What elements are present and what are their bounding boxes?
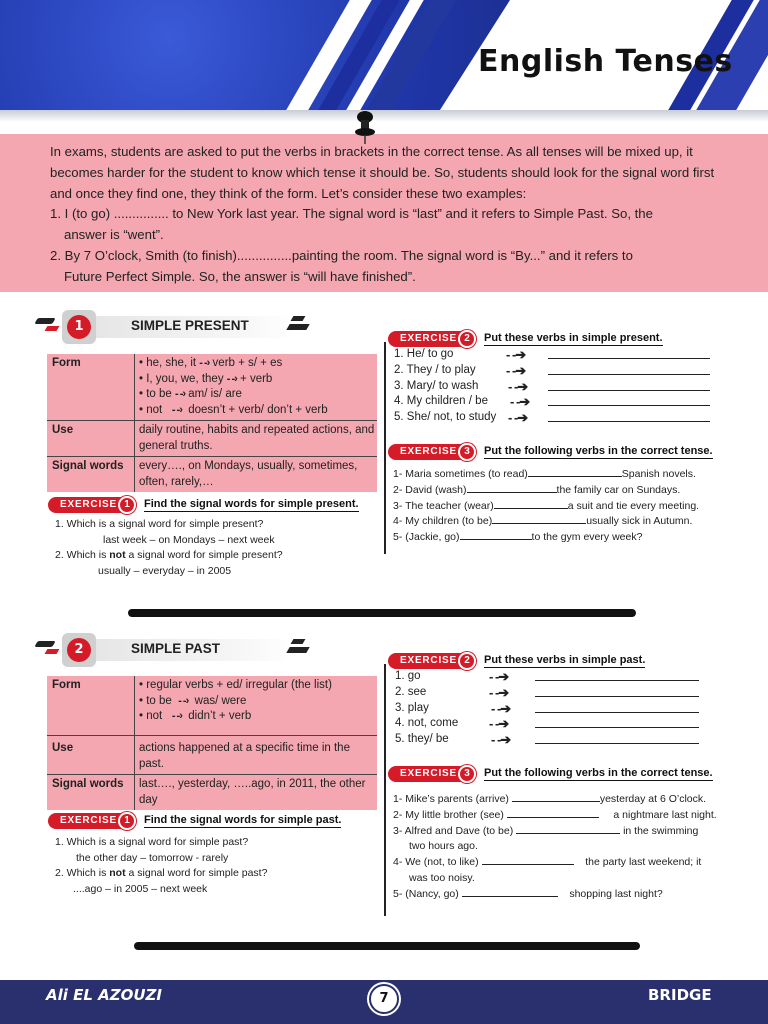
answer-blank xyxy=(512,792,600,802)
intro-example-1-answer: answer is “went”. xyxy=(64,227,164,243)
form-line: • he, she, it - -› verb + s/ + es xyxy=(139,356,377,372)
answer-blank xyxy=(548,374,710,375)
page-footer xyxy=(0,980,768,1024)
brand-name: BRIDGE xyxy=(648,986,712,1004)
exercise-number: 3 xyxy=(458,765,476,783)
sentence: 3- Alfred and Dave (to be) in the swimming xyxy=(393,824,699,837)
form-line: • I, you, we, they - -› + verb xyxy=(139,372,377,388)
section-title-label: SIMPLE PAST xyxy=(131,641,221,656)
pushpin-icon xyxy=(354,110,376,144)
answer-blank xyxy=(535,727,699,728)
exercise-pill: EXERCISE xyxy=(388,653,470,669)
answer-blank xyxy=(535,712,699,713)
intro-example-2-answer: Future Perfect Simple. So, the answer is “will have finished”. xyxy=(64,268,416,284)
dashed-arrow-icon: ‐ ‐➔ xyxy=(489,669,509,684)
sentence: 4- We (not, to like) the party last weekend; it xyxy=(393,856,702,869)
list-item: 2. see ‐ ‐➔ xyxy=(395,685,715,701)
dashed-arrow-icon: - -› xyxy=(178,694,189,707)
section-title-simple-present xyxy=(36,310,306,342)
exercise-1-header xyxy=(48,497,368,513)
dashed-arrow-icon: ‐ ‐➔ xyxy=(491,732,511,748)
answer-options: the other day – tomorrow - rarely xyxy=(76,851,229,864)
section-number: 2 xyxy=(67,638,91,662)
row-label: Form xyxy=(47,354,135,420)
answer-blank xyxy=(492,514,586,524)
row-value: actions happened at a specific time in the past. xyxy=(139,742,350,770)
dashed-arrow-icon: ‐ ‐➔ xyxy=(508,378,528,394)
decorative-dash xyxy=(45,649,60,654)
decorative-dash xyxy=(291,639,306,644)
exercise-instruction: Put the following verbs in the correct tense. xyxy=(484,767,713,779)
simple-past-table xyxy=(47,676,377,810)
question: 2. Which is not a signal word for simple past? xyxy=(55,867,268,879)
row-label: Use xyxy=(47,736,135,774)
decorative-dash xyxy=(34,641,55,647)
column-divider xyxy=(384,342,386,554)
exercise-number: 2 xyxy=(458,652,476,670)
dashed-arrow-icon: - -› xyxy=(175,388,186,400)
simple-present-table xyxy=(47,354,377,492)
dashed-arrow-icon: - -› xyxy=(199,357,210,369)
form-line: • not - -› doesn’t + verb/ don’t + verb xyxy=(139,403,377,419)
row-value: daily routine, habits and repeated actions, and general truths. xyxy=(139,424,375,452)
section-number: 1 xyxy=(67,315,91,339)
row-value xyxy=(135,676,377,735)
list-item: 5. She/ not, to study ‐ ‐➔ xyxy=(394,410,714,426)
decorative-dash xyxy=(291,316,306,321)
dashed-arrow-icon: - -› xyxy=(171,403,182,416)
dashed-arrow-icon: - -› xyxy=(171,710,182,722)
answer-blank xyxy=(535,680,699,681)
question: 2. Which is not a signal word for simple present? xyxy=(55,549,283,561)
exercise-3-header xyxy=(388,444,748,460)
intro-example-2: 2. By 7 O’clock, Smith (to finish)...............painting the room. The signal word is “By...” and it refers to xyxy=(50,247,633,263)
sentence: 2- My little brother (see) a nightmare last night. xyxy=(393,808,717,821)
question: 1. Which is a signal word for simple present? xyxy=(55,518,264,530)
exercise-2-header xyxy=(388,653,748,669)
exercise-instruction: Put the following verbs in the correct tense. xyxy=(484,445,713,457)
table-row-form xyxy=(47,676,377,736)
form-line: • to be - -› am/ is/ are xyxy=(139,387,377,403)
exercise-instruction: Find the signal words for simple present. xyxy=(144,498,359,510)
exercise-pill: EXERCISE xyxy=(388,444,470,460)
exercise-pill: EXERCISE xyxy=(48,813,130,829)
form-line: • regular verbs + ed/ irregular (the list) xyxy=(139,679,332,691)
answer-blank xyxy=(535,696,699,697)
row-value xyxy=(135,354,377,420)
dashed-arrow-icon: ‐ ‐➔ xyxy=(491,700,511,716)
section-number-badge xyxy=(62,310,96,344)
exercise-3-sentences xyxy=(393,792,753,903)
row-label: Signal words xyxy=(47,775,135,810)
row-label: Form xyxy=(47,676,135,735)
exercise-pill: EXERCISE xyxy=(388,331,470,347)
exercise-3-header xyxy=(388,766,748,782)
form-line: • not - -› didn’t + verb xyxy=(139,709,377,725)
list-item: 1. He/ to go ‐ ‐➔ xyxy=(394,347,714,363)
answer-blank xyxy=(548,358,710,359)
exercise-instruction: Put these verbs in simple present. xyxy=(484,332,663,344)
exercise-instruction: Put these verbs in simple past. xyxy=(484,654,646,666)
intro-example-1: 1. I (to go) ............... to New York last year. The signal word is “last” and it refers to Simple Past. So, the xyxy=(50,206,653,222)
page-title: English Tenses xyxy=(478,44,733,79)
exercise-1-questions xyxy=(55,517,375,579)
decorative-dash xyxy=(286,647,309,653)
sentence: 2- David (wash) the family car on Sundays. xyxy=(393,483,681,496)
list-item: 4. not, come ‐ ‐➔ xyxy=(395,716,715,732)
list-item: 4. My children / be ‐ ‐➔ xyxy=(394,394,714,410)
sentence: 5- (Jackie, go) to the gym every week? xyxy=(393,531,643,544)
header-shadow xyxy=(0,110,768,122)
exercise-number: 1 xyxy=(118,496,136,514)
form-line: • to be - -› was/ were xyxy=(139,694,377,710)
sentence: 3- The teacher (wear) a suit and tie every meeting. xyxy=(393,499,700,512)
exercise-2-header xyxy=(388,331,748,347)
exercise-number: 1 xyxy=(118,812,136,830)
sentence-continuation: was too noisy. xyxy=(409,871,475,884)
list-item: 5. they/ be ‐ ‐➔ xyxy=(395,732,715,748)
section-title-simple-past xyxy=(36,633,306,665)
exercise-number: 3 xyxy=(458,443,476,461)
answer-blank xyxy=(494,499,568,509)
answer-options: last week – on Mondays – next week xyxy=(103,533,275,546)
sentence: 5- (Nancy, go) shopping last night? xyxy=(393,887,663,900)
exercise-2-list xyxy=(395,669,715,748)
answer-blank xyxy=(507,808,599,818)
list-item: 2. They / to play ‐ ‐➔ xyxy=(394,363,714,379)
exercise-pill: EXERCISE xyxy=(388,766,470,782)
answer-options: ....ago – in 2005 – next week xyxy=(73,882,208,895)
decorative-dash xyxy=(286,324,309,330)
decorative-dash xyxy=(34,318,55,324)
section-number-badge xyxy=(62,633,96,667)
answer-options: usually – everyday – in 2005 xyxy=(98,564,232,577)
dashed-arrow-icon: ‐ ‐➔ xyxy=(510,394,530,410)
row-value: every…., on Mondays, usually, sometimes, often, rarely,… xyxy=(139,460,358,488)
table-row-signal-words xyxy=(47,775,377,810)
answer-blank xyxy=(462,887,558,897)
exercise-3-sentences xyxy=(393,467,753,546)
row-label: Signal words xyxy=(47,457,135,492)
exercise-2-list xyxy=(394,347,714,426)
table-row-signal-words xyxy=(47,457,377,492)
answer-blank xyxy=(467,483,557,493)
sentence-continuation: two hours ago. xyxy=(409,840,478,853)
exercise-1-questions xyxy=(55,835,375,897)
intro-panel xyxy=(0,134,768,292)
dashed-arrow-icon: ‐ ‐➔ xyxy=(506,362,526,378)
answer-blank xyxy=(548,405,710,406)
sentence: 1- Mike’s parents (arrive) yesterday at 6 O’clock. xyxy=(393,793,707,805)
dashed-arrow-icon: ‐ ‐➔ xyxy=(489,716,509,732)
decorative-dash xyxy=(45,326,60,331)
list-item: 3. Mary/ to wash ‐ ‐➔ xyxy=(394,379,714,395)
exercise-number: 2 xyxy=(458,330,476,348)
answer-blank xyxy=(460,530,532,540)
section-divider xyxy=(128,609,636,617)
answer-blank xyxy=(548,390,710,391)
author-name: Ali EL AZOUZI xyxy=(46,986,163,1004)
dashed-arrow-icon: ‐ ‐➔ xyxy=(506,347,526,362)
intro-paragraph: In exams, students are asked to put the verbs in brackets in the correct tense. As all tenses will be mixed up, it becomes harder for the student to know which tense it should be. So, students should look for the signal word first and once they find one, they think of the form. Let’s consider these two examples: xyxy=(50,144,715,201)
sentence: 1- Maria sometimes (to read) Spanish novels. xyxy=(393,468,696,480)
answer-blank xyxy=(535,743,699,744)
sentence: 4- My children (to be) usually sick in Autumn. xyxy=(393,515,693,528)
table-row-use xyxy=(47,736,377,775)
row-value: last…., yesterday, …..ago, in 2011, the other day xyxy=(139,778,366,806)
question: 1. Which is a signal word for simple past? xyxy=(55,836,249,848)
section-divider xyxy=(134,942,640,950)
table-row-use xyxy=(47,421,377,457)
list-item: 1. go ‐ ‐➔ xyxy=(395,669,715,685)
table-row-form xyxy=(47,354,377,421)
exercise-1-header xyxy=(48,813,368,829)
list-item: 3. play ‐ ‐➔ xyxy=(395,701,715,717)
answer-blank xyxy=(516,824,620,834)
answer-blank xyxy=(528,467,622,477)
column-divider xyxy=(384,664,386,916)
exercise-pill: EXERCISE xyxy=(48,497,130,513)
page-number: 7 xyxy=(369,984,399,1014)
dashed-arrow-icon: - -› xyxy=(226,372,237,385)
answer-blank xyxy=(548,421,710,422)
dashed-arrow-icon: ‐ ‐➔ xyxy=(508,410,528,426)
section-title-label: SIMPLE PRESENT xyxy=(131,318,249,333)
dashed-arrow-icon: ‐ ‐➔ xyxy=(489,684,509,700)
answer-blank xyxy=(482,855,574,865)
row-label: Use xyxy=(47,421,135,456)
exercise-instruction: Find the signal words for simple past. xyxy=(144,814,342,826)
